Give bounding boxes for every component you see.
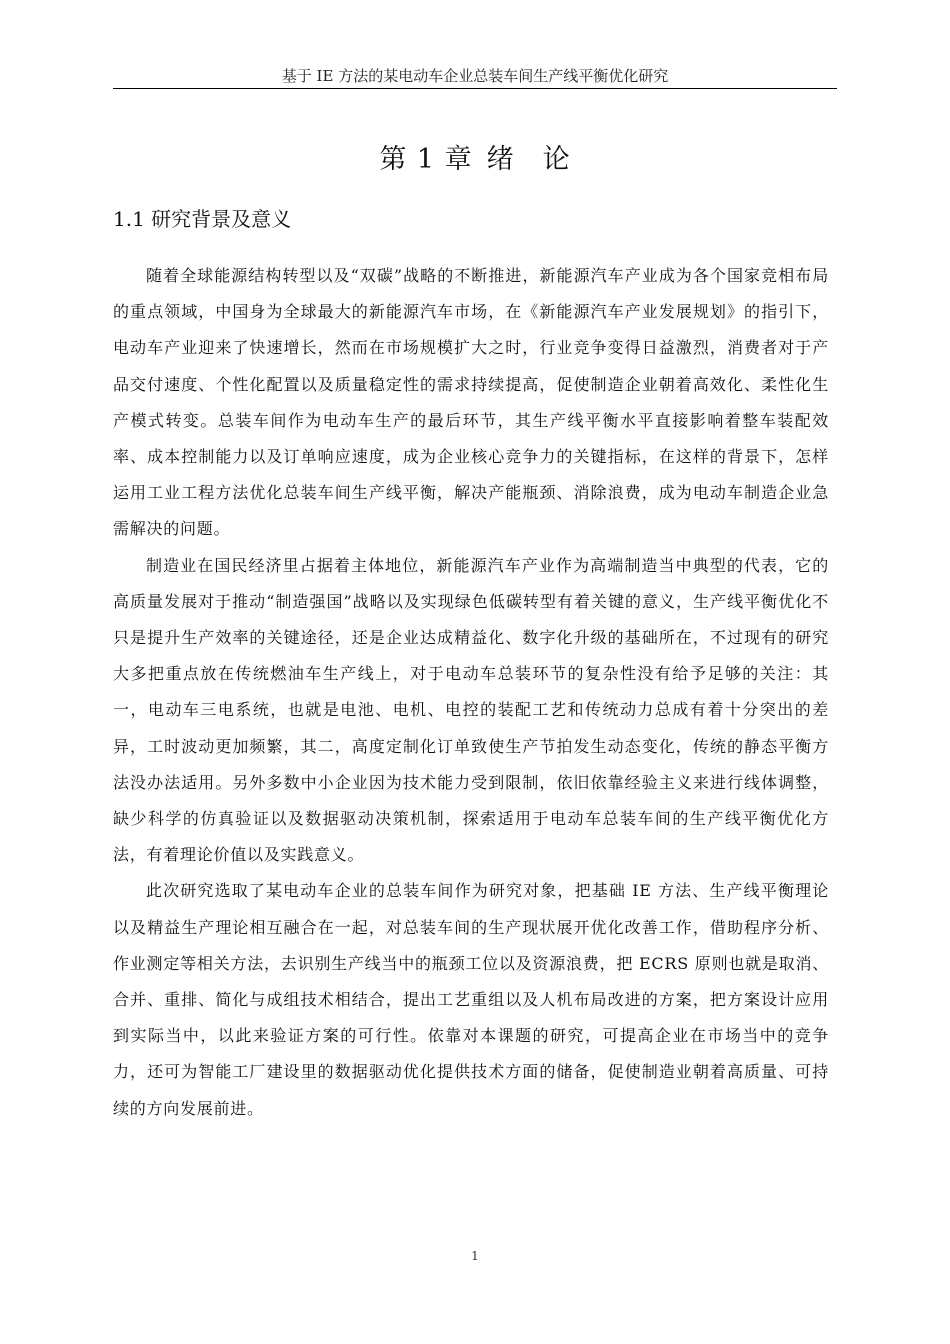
paragraph-1: 随着全球能源结构转型以及“双碳”战略的不断推进，新能源汽车产业成为各个国家竞相布局的重点领域，中国身为全球最大的新能源汽车市场，在《新能源汽车产业发展规划》的指引下，电动车产业迎来了快速增长，然而在市场规模扩大之时，行业竞争变得日益激烈，消费者对于产品交付速度、个性化配置以及质量稳定性的需求持续提高，促使制造企业朝着高效化、柔性化生产模式转变。总装车间作为电动车生产的最后环节，其生产线平衡水平直接影响着整车装配效率、成本控制能力以及订单响应速度，成为企业核心竞争力的关键指标，在这样的背景下，怎样运用工业工程方法优化总装车间生产线平衡，解决产能瓶颈、消除浪费，成为电动车制造企业急需解决的问题。 <box>113 266 829 539</box>
header-rule <box>113 88 837 89</box>
chapter-title <box>113 140 837 180</box>
section-heading: 1.1 研究背景及意义 <box>113 207 292 231</box>
chapter-number: 第 1 章 <box>379 144 473 175</box>
paragraph-3: 此次研究选取了某电动车企业的总装车间作为研究对象，把基础 IE 方法、生产线平衡理论以及精益生产理论相互融合在一起，对总装车间的生产现状展开优化改善工作，借助程序分析、作业测定等相关方法，去识别生产线当中的瓶颈工位以及资源浪费，把 ECRS 原则也就是取消、合并、重排、简化与成组技术相结合，提出工艺重组以及人机布局改进的方案，把方案设计应用到实际当中，以此来验证方案的可行性。依靠对本课题的研究，可提高企业在市场当中的竞争力，还可为智能工厂建设里的数据驱动优化提供技术方面的储备，促使制造业朝着高质量、可持续的方向发展前进。 <box>113 881 829 1118</box>
paragraph-2: 制造业在国民经济里占据着主体地位，新能源汽车产业作为高端制造当中典型的代表，它的高质量发展对于推动“制造强国”战略以及实现绿色低碳转型有着关键的意义，生产线平衡优化不只是提升生产效率的关键途径，还是企业达成精益化、数字化升级的基础所在，不过现有的研究大多把重点放在传统燃油车生产线上，对于电动车总装环节的复杂性没有给予足够的关注：其一，电动车三电系统，也就是电池、电机、电控的装配工艺和传统动力总成有着十分突出的差异，工时波动更加频繁，其二，高度定制化订单致使生产节拍发生动态变化，传统的静态平衡方法没办法适用。另外多数中小企业因为技术能力受到限制，依旧依靠经验主义来进行线体调整，缺少科学的仿真验证以及数据驱动决策机制，探索适用于电动车总装车间的生产线平衡优化方法，有着理论价值以及实践意义。 <box>113 555 829 865</box>
page-number: 1 <box>471 1249 479 1263</box>
body-text <box>113 258 829 1127</box>
running-header: 基于 IE 方法的某电动车企业总装车间生产线平衡优化研究 <box>281 67 669 85</box>
chapter-name: 绪 论 <box>486 144 571 175</box>
